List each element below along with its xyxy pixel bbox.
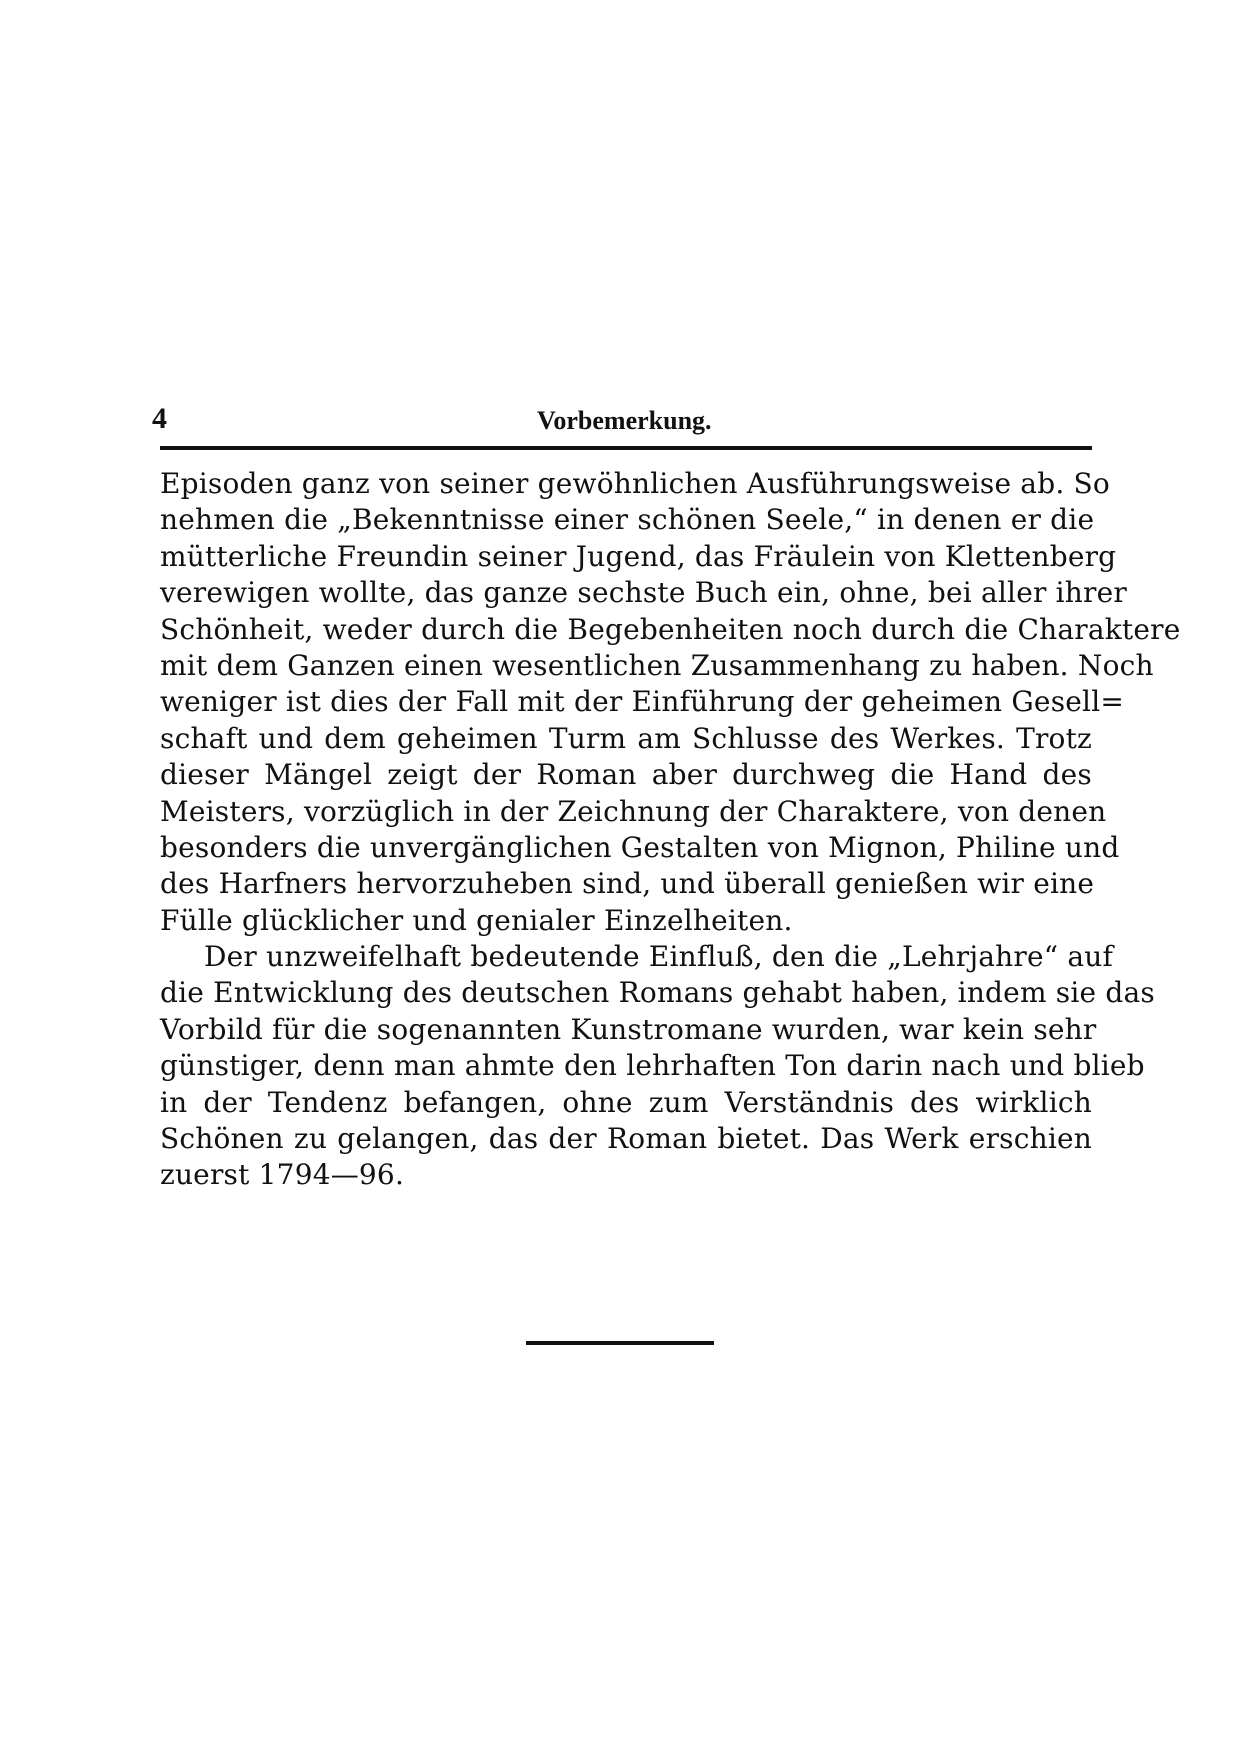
text-line: mit dem Ganzen einen wesentlichen Zusammenhang zu haben. Noch (160, 648, 1154, 682)
text-line: des Harfners hervorzuheben sind, und überall genießen wir eine (160, 867, 1095, 901)
text-line: zuerst 1794—96. (160, 1158, 405, 1192)
text-line: Meisters, vorzüglich in der Zeichnung der Charaktere, von denen (160, 794, 1107, 828)
text-line: Schönheit, weder durch die Begebenheiten noch durch die Charaktere (160, 612, 1181, 646)
text-line: Vorbild für die sogenannten Kunstromane wurden, war kein sehr (160, 1012, 1097, 1046)
body-text (160, 466, 1181, 1194)
text-line: Schönen zu gelangen, das der Roman bietet. Das Werk erschien (160, 1122, 1092, 1156)
text-line: mütterliche Freundin seiner Jugend, das Fräulein von Klettenberg (160, 539, 1117, 573)
text-line: günstiger, denn man ahmte den lehrhaften Ton darin nach und blieb (160, 1049, 1145, 1083)
running-head: Vorbemerkung. (537, 406, 712, 435)
page-header (152, 398, 1092, 438)
text-line: besonders die unvergänglichen Gestalten von Mignon, Philine und (160, 830, 1120, 864)
text-line: in der Tendenz befangen, ohne zum Verständnis des wirklich (160, 1085, 1092, 1119)
text-line: dieser Mängel zeigt der Roman aber durchweg die Hand des (160, 758, 1092, 792)
text-line: nehmen die „Bekenntnisse einer schönen Seele,“ in denen er die (160, 503, 1095, 537)
header-rule (160, 446, 1092, 450)
text-line: Der unzweifelhaft bedeutende Einfluß, den die „Lehrjahre“ auf (204, 940, 1114, 974)
text-line: schaft und dem geheimen Turm am Schlusse des Werkes. Trotz (160, 721, 1092, 755)
text-line: Episoden ganz von seiner gewöhnlichen Ausführungsweise ab. So (160, 467, 1110, 500)
section-end-rule (526, 1341, 714, 1345)
text-line: die Entwicklung des deutschen Romans gehabt haben, indem sie das (160, 976, 1155, 1010)
text-line: Fülle glücklicher und genialer Einzelheiten. (160, 903, 793, 937)
text-line: verewigen wollte, das ganze sechste Buch ein, ohne, bei aller ihrer (160, 576, 1127, 610)
text-line: weniger ist dies der Fall mit der Einführung der geheimen Gesell= (160, 685, 1125, 719)
page-number: 4 (152, 402, 167, 435)
